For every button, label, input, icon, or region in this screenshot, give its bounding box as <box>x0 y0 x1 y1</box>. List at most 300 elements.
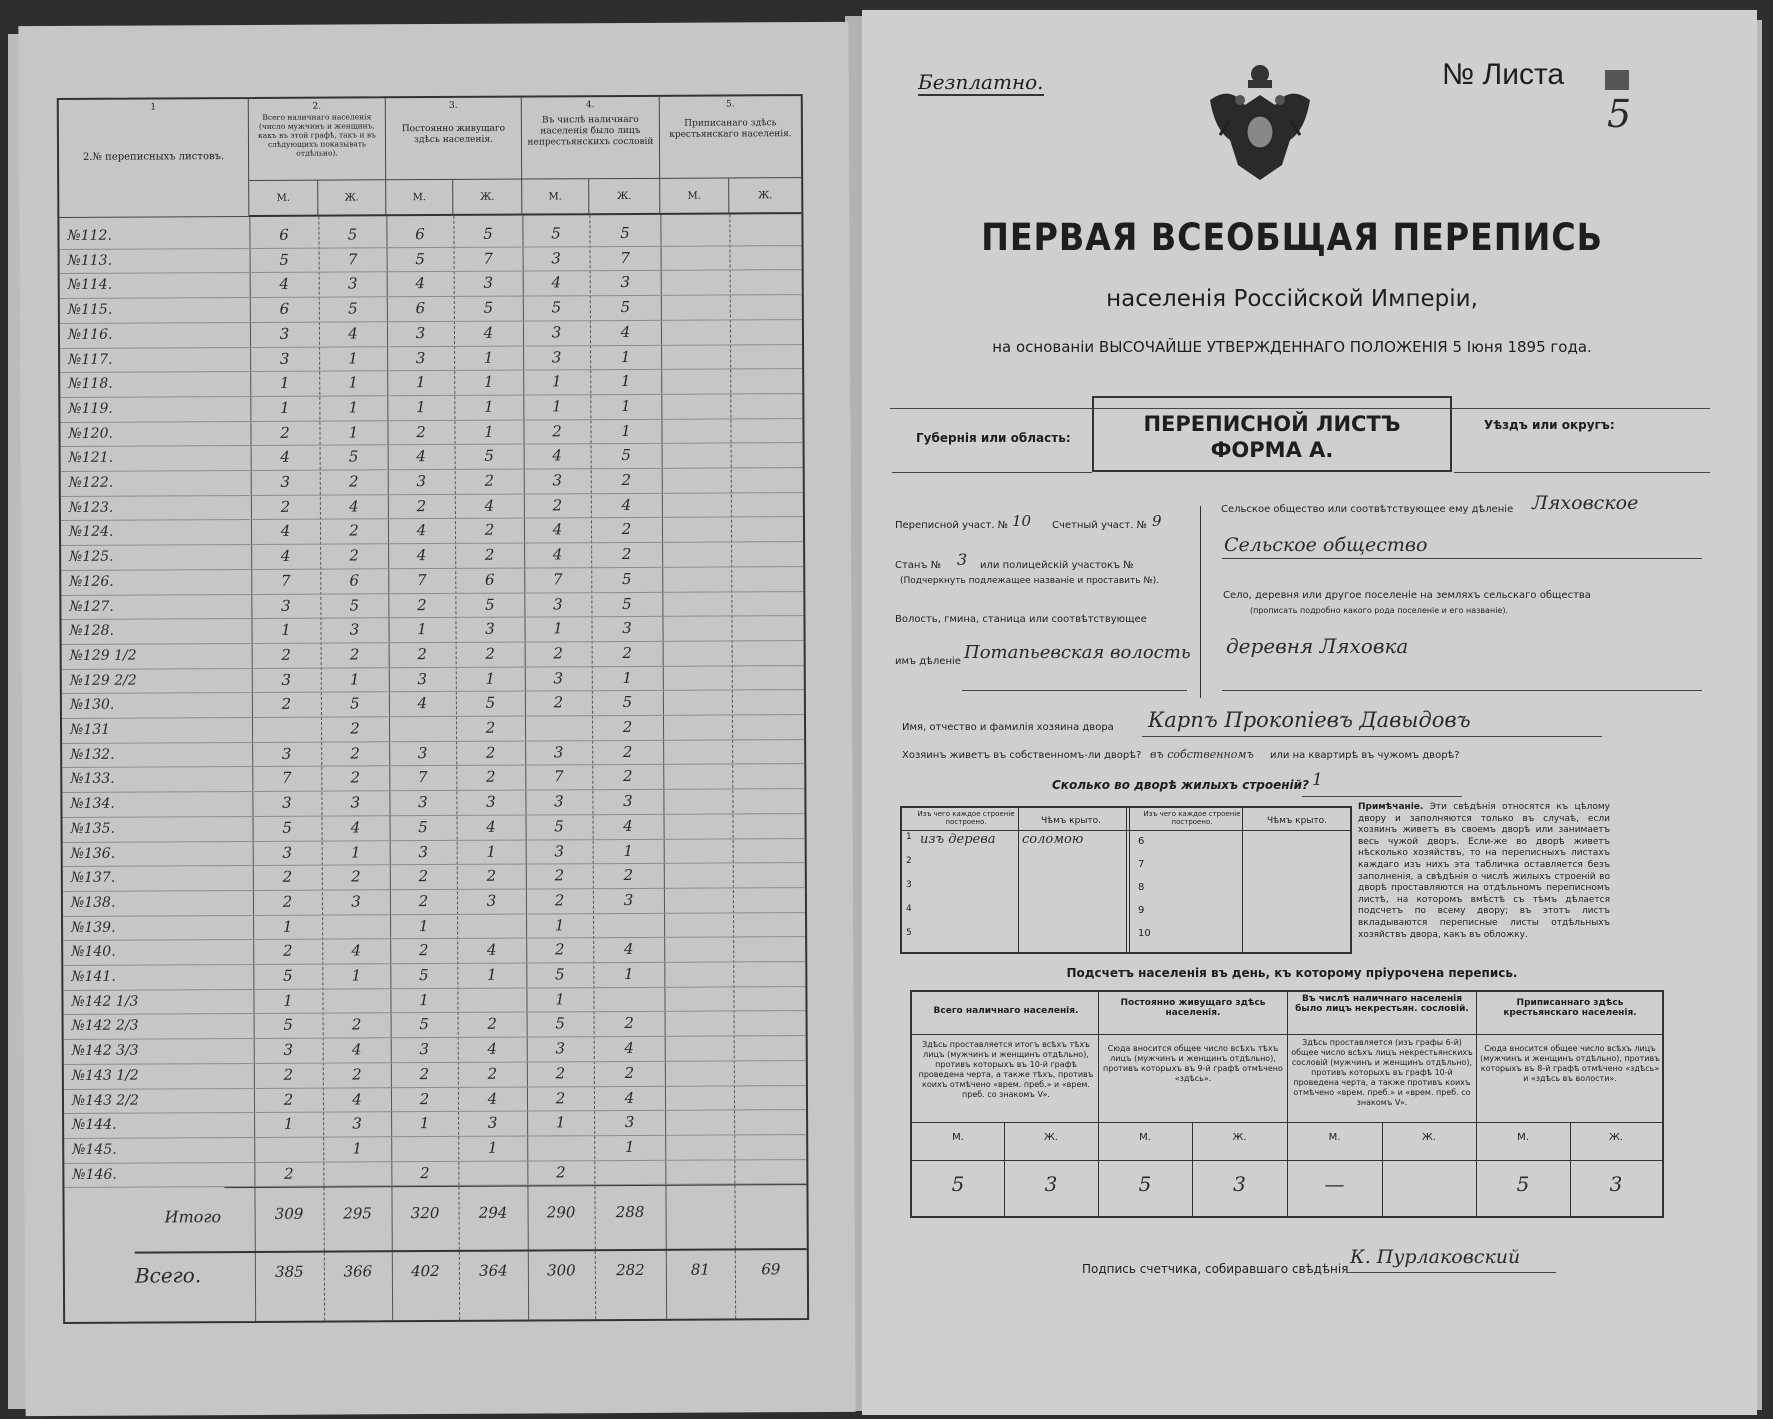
row-cell: 4 <box>551 273 562 292</box>
stan-label: Станъ № <box>895 560 942 571</box>
lives-value: въ собственномъ <box>1150 748 1254 761</box>
row-cell: 4 <box>620 322 631 341</box>
bt-header-roof: Чѣмъ крыто. <box>1266 816 1328 826</box>
ledger-row <box>62 665 804 694</box>
row-sheet-number: №143 1/2 <box>71 1067 139 1084</box>
row-cell: 2 <box>621 470 632 490</box>
row-cell: 7 <box>620 248 630 267</box>
row-sheet-number: №114. <box>67 277 113 294</box>
village-value: деревня Ляховка <box>1226 634 1409 658</box>
lives-label: Хозяинъ живетъ въ собственномъ-ли дворѣ? <box>902 750 1142 761</box>
row-cell: 7 <box>552 570 563 589</box>
bt-header-material: Изъ чего каждое строеніе построено. <box>1143 810 1241 826</box>
row-cell: 1 <box>622 668 633 687</box>
row-cell: 5 <box>347 225 358 244</box>
row-cell: 2 <box>350 744 360 763</box>
row-sheet-number: №133. <box>70 771 115 788</box>
bt-row-number: 5 <box>906 928 912 938</box>
row-cell: 1 <box>280 398 290 417</box>
row-cell: 1 <box>417 620 427 639</box>
row-cell: 4 <box>624 1088 635 1107</box>
buildings-table <box>900 806 1352 954</box>
row-cell: 7 <box>280 571 291 590</box>
row-cell: 4 <box>415 274 426 293</box>
vsego-row <box>65 1256 807 1292</box>
vsego-label: Всего. <box>134 1263 202 1288</box>
row-cell: 2 <box>622 643 632 662</box>
signature-label: Подпись счетчика, собиравшаго свѣдѣнія <box>1082 1262 1349 1276</box>
row-cell: 5 <box>419 1015 429 1034</box>
row-cell: 4 <box>552 520 563 539</box>
gubernia-label: Губернія или область: <box>916 431 1071 445</box>
row-cell: 2 <box>350 768 361 787</box>
subheader-zh: Ж. <box>729 178 801 214</box>
row-cell: 2 <box>484 545 495 564</box>
row-cell: 1 <box>487 1138 498 1157</box>
row-cell: 1 <box>350 842 361 861</box>
sum-header-4: Приписаннаго здѣсь крестьянскаго населенія. <box>1503 998 1637 1018</box>
vsego-cell: 300 <box>547 1261 576 1280</box>
row-cell: 4 <box>350 818 361 837</box>
subheader-zh: Ж. <box>589 179 660 215</box>
sum-value: 5 <box>1138 1172 1152 1196</box>
row-cell: 1 <box>348 373 359 392</box>
row-cell: 1 <box>351 966 362 985</box>
ledger-row <box>61 442 803 471</box>
row-cell: 5 <box>622 594 632 613</box>
row-cell: 3 <box>622 619 632 638</box>
sum-header-3: Въ числѣ наличнаго населенія было лицъ некрестьян. сословій. <box>1295 994 1469 1014</box>
volost-label: Волость, гмина, станица или соотвѣтствующее <box>895 614 1147 625</box>
volost-label-2: имъ дѣленіе <box>895 656 961 667</box>
row-cell: 2 <box>621 545 632 564</box>
sum-sub-m: М. <box>1139 1132 1151 1143</box>
bt-rule <box>1018 808 1019 952</box>
row-sheet-number: №119. <box>68 400 113 417</box>
row-sheet-number: №130. <box>69 696 115 714</box>
row-cell: 4 <box>280 546 291 565</box>
row-cell: 2 <box>417 595 427 614</box>
sum-desc-2: Сюда вносится общее число всѣхъ тѣхъ лицъ (мужчинъ и женщинъ отдѣльно), противъ которыхъ въ 9-й графѣ отмѣчено «здѣсь». <box>1103 1044 1283 1083</box>
row-cell: 3 <box>417 743 428 762</box>
sum-sub-zh: Ж. <box>1232 1132 1247 1143</box>
header-col1 <box>59 99 250 218</box>
uezd-line <box>1454 472 1710 473</box>
sum-value: 5 <box>1516 1172 1530 1196</box>
row-cell: 1 <box>624 964 634 984</box>
row-sheet-number: №132. <box>70 746 115 763</box>
row-sheet-number: №115. <box>67 301 113 319</box>
bt-row-number: 2 <box>906 856 912 866</box>
bt-row-number: 8 <box>1138 882 1145 893</box>
col4-number: 4. <box>585 100 595 111</box>
row-cell: 2 <box>622 742 633 761</box>
row-cell: 2 <box>485 768 496 787</box>
sheet-number-label: № Листа <box>1442 58 1565 91</box>
row-cell: 2 <box>418 941 429 960</box>
row-cell: 2 <box>484 471 495 490</box>
row-cell: 2 <box>555 1064 566 1083</box>
bt-row-roof: соломою <box>1022 832 1084 847</box>
row-cell: 7 <box>417 768 428 787</box>
row-cell: 2 <box>416 496 427 515</box>
summary-table <box>910 990 1664 1218</box>
row-cell: 2 <box>419 1089 430 1108</box>
ledger-row <box>61 615 803 644</box>
row-sheet-number: №129 2/2 <box>69 672 137 689</box>
field-divider <box>1200 506 1201 698</box>
row-cell: 3 <box>555 1039 566 1058</box>
uezd-label: Уѣздъ или округъ: <box>1484 418 1615 432</box>
row-cell: 3 <box>551 249 561 268</box>
row-cell: 6 <box>349 571 360 590</box>
row-cell: 1 <box>551 372 562 391</box>
row-cell: 5 <box>554 817 564 836</box>
row-sheet-number: №120. <box>68 425 113 442</box>
ledger-row <box>61 516 803 545</box>
row-cell: 3 <box>351 892 361 911</box>
row-cell: 3 <box>554 792 564 811</box>
sum-value: 3 <box>1233 1172 1246 1196</box>
itogo-label: Итого <box>164 1207 222 1227</box>
row-cell: 4 <box>348 324 358 343</box>
row-cell: 3 <box>620 273 631 292</box>
row-sheet-number: №145. <box>72 1141 117 1158</box>
row-cell: 2 <box>417 644 427 663</box>
row-cell: 1 <box>483 372 494 391</box>
form-letter: ФОРМА А. <box>1210 438 1334 462</box>
signature-line <box>1346 1272 1556 1273</box>
row-cell: 3 <box>417 669 428 688</box>
row-cell: 2 <box>350 867 361 886</box>
row-cell: 6 <box>415 225 425 244</box>
row-sheet-number: №140. <box>71 943 116 961</box>
stamp-mark <box>1605 70 1629 90</box>
lives-label-2: или на квартирѣ въ чужомъ дворѣ? <box>1270 750 1460 761</box>
village-label: Село, деревня или другое поселеніе на земляхъ сельскаго общества <box>1223 590 1591 601</box>
sum-header-2: Постоянно живущаго здѣсь населенія. <box>1120 998 1266 1018</box>
row-cell: 1 <box>348 423 359 442</box>
row-cell: 2 <box>485 743 496 762</box>
row-cell: 5 <box>555 965 565 984</box>
row-cell: 2 <box>554 866 565 885</box>
row-cell: 5 <box>621 569 632 588</box>
row-cell: 4 <box>621 495 632 514</box>
sum-sub-m: М. <box>1328 1132 1341 1143</box>
row-cell: 7 <box>483 249 493 268</box>
row-cell: 4 <box>623 816 633 835</box>
row-cell: 6 <box>279 225 289 244</box>
buildings-value: 1 <box>1312 770 1323 790</box>
col3-number: 3. <box>448 100 458 111</box>
row-cell: 3 <box>281 670 292 689</box>
row-cell: 1 <box>419 1114 430 1133</box>
sum-sub-m: М. <box>1517 1132 1529 1143</box>
row-cell: 1 <box>621 396 631 415</box>
vsego-cell: 366 <box>343 1262 373 1281</box>
sum-rule <box>912 1034 1662 1035</box>
row-cell: 3 <box>487 1113 498 1132</box>
row-sheet-number: №127. <box>69 598 114 615</box>
row-cell: 1 <box>620 372 631 391</box>
vsego-cell: 402 <box>411 1261 440 1281</box>
vsego-cell: 364 <box>479 1261 508 1280</box>
row-cell: 1 <box>554 915 565 934</box>
row-cell: 4 <box>623 940 634 959</box>
sum-rule <box>912 1122 1662 1123</box>
row-cell: 4 <box>416 546 427 565</box>
row-cell: 1 <box>485 669 496 688</box>
subheader-m: М. <box>249 181 318 217</box>
sum-desc-3: Здѣсь проставляется (изъ графы 6-й) общее число всѣхъ лицъ некрестьянскихъ сословій (мужчинъ и женщинъ отдѣльно), противъ которыхъ въ графѣ 10-й проведена черта, а также противъ коихъ отмѣчено «врем. преб.» и «врем. преб. со знакомъ V». <box>1291 1038 1473 1107</box>
subheader-m: М. <box>386 180 453 216</box>
header-col5 <box>660 96 801 179</box>
row-cell: 5 <box>283 1016 293 1035</box>
subheader-m: М. <box>522 179 589 215</box>
row-cell: 2 <box>485 718 496 737</box>
row-cell: 2 <box>484 521 495 540</box>
free-label: Безплатно. <box>918 70 1044 94</box>
row-cell: 2 <box>348 472 359 491</box>
row-cell: 3 <box>486 792 496 811</box>
row-cell: 1 <box>552 397 562 416</box>
col3-title: Постоянно живущаго здѣсь населенія. <box>401 123 506 146</box>
row-cell: 5 <box>418 817 428 836</box>
subheader-zh: Ж. <box>453 180 522 216</box>
row-cell: 2 <box>282 867 293 886</box>
row-cell: 1 <box>483 348 494 367</box>
row-cell: 4 <box>624 1039 635 1058</box>
row-cell: 2 <box>349 521 359 540</box>
village-note: (прописать подробно какого рода поселеніе и его названіе). <box>1250 606 1508 615</box>
row-cell: 2 <box>552 496 563 515</box>
row-sheet-number: №138. <box>70 894 116 911</box>
itogo-cell: 294 <box>478 1203 508 1222</box>
row-cell: 2 <box>281 645 291 664</box>
row-cell: 4 <box>483 323 494 342</box>
bt-row-number: 3 <box>906 880 912 890</box>
row-cell: 3 <box>283 1040 294 1059</box>
row-cell: 2 <box>280 423 290 442</box>
buildings-line <box>1302 796 1462 797</box>
row-cell: 6 <box>279 299 290 318</box>
row-cell: 2 <box>282 942 293 961</box>
count-district-value: 9 <box>1152 512 1162 530</box>
row-cell: 2 <box>487 1064 498 1083</box>
bt-header-material: Изъ чего каждое строеніе построено. <box>917 810 1015 826</box>
vsego-cell: 81 <box>690 1260 710 1279</box>
row-sheet-number: №126. <box>69 573 114 590</box>
row-cell: 1 <box>416 397 426 416</box>
signature-value: К. Пурлаковский <box>1350 1246 1521 1268</box>
row-cell: 4 <box>280 522 291 541</box>
row-cell: 3 <box>552 471 563 490</box>
row-cell: 1 <box>624 1137 635 1156</box>
form-title-box <box>1092 396 1452 472</box>
row-cell: 5 <box>485 693 496 713</box>
row-cell: 4 <box>552 545 563 564</box>
row-cell: 1 <box>282 917 293 936</box>
row-cell: 7 <box>281 769 292 788</box>
row-cell: 1 <box>281 620 291 640</box>
row-cell: 1 <box>418 916 429 935</box>
row-cell: 5 <box>622 693 633 712</box>
row-cell: 2 <box>281 695 292 714</box>
ledger-row <box>60 393 802 422</box>
ledger-row <box>60 368 802 397</box>
row-sheet-number: №146. <box>72 1166 117 1183</box>
row-cell: 4 <box>279 275 290 294</box>
form-title: ПЕРЕПИСНОЙ ЛИСТЪ <box>1143 412 1401 436</box>
row-cell: 3 <box>352 1114 362 1133</box>
bt-row-number: 9 <box>1138 905 1145 916</box>
col1-title: 2.№ переписныхъ листовъ. <box>82 151 225 163</box>
note-block <box>1358 802 1610 941</box>
row-cell: 5 <box>282 818 292 837</box>
title-decree: на основаніи ВЫСОЧАЙШЕ УТВЕРЖДЕННАГО ПОЛОЖЕНІЯ 5 Іюня 1895 года. <box>992 338 1592 356</box>
row-cell: 2 <box>554 940 565 959</box>
row-cell: 3 <box>416 472 427 491</box>
ledger-row <box>60 319 802 348</box>
row-cell: 5 <box>279 250 289 269</box>
row-cell: 1 <box>621 421 631 440</box>
buildings-label: Сколько во дворѣ жилыхъ строеній? <box>1052 778 1310 792</box>
row-cell: 3 <box>279 349 290 368</box>
vsego-cell: 385 <box>275 1262 304 1281</box>
row-cell: 2 <box>623 866 634 885</box>
note-text: Эти свѣдѣнія относятся къ цѣлому двору и заполняются только въ случаѣ, если хозяинъ живетъ въ своемъ дворѣ или занимаетъ весь чужой дворъ. Если-же во дворѣ живетъ нѣсколько хозяйствъ, то на переписныхъ листахъ каждаго изъ нихъ эта табличка оставляется безъ заполненія, а свѣдѣнія о числѣ жилыхъ строеній во дворѣ проставляются на отдѣльномъ переписномъ листѣ, на которомъ вмѣстѣ съ тѣмъ дѣлается подсчетъ по всему двору; въ этотъ листъ вкладываются переписные листы отдѣльныхъ хозяйствъ двора, какъ въ обложку. <box>1358 802 1610 940</box>
ledger-row <box>60 418 802 447</box>
bt-rule <box>1242 808 1243 952</box>
society-label: Сельское общество или соотвѣтствующее ему дѣленіе <box>1221 504 1514 515</box>
sum-sub-zh: Ж. <box>1422 1132 1436 1143</box>
ledger-row <box>60 294 802 323</box>
row-cell: 3 <box>483 274 494 293</box>
sheet-number-value: 5 <box>1607 92 1632 136</box>
row-sheet-number: №131 <box>70 721 111 738</box>
sum-header-1: Всего наличнаго населенія. <box>933 1006 1079 1016</box>
sum-desc-1: Здѣсь проставляется итогъ всѣхъ тѣхъ лицъ (мужчинъ и женщинъ отдѣльно), противъ которыхъ въ 10-й графѣ проведена черта, а также тѣхъ, противъ коихъ отмѣчено «врем. преб.» и «врем. преб. со знакомъ V». <box>918 1040 1094 1099</box>
owner-label: Имя, отчество и фамилія хозяина двора <box>902 722 1114 733</box>
row-cell: 1 <box>484 397 494 416</box>
col2-number: 2. <box>312 101 322 112</box>
row-cell: 2 <box>282 892 293 911</box>
row-cell: 1 <box>620 347 631 366</box>
row-sheet-number: №128. <box>69 622 114 640</box>
row-cell: 4 <box>486 940 497 960</box>
row-cell: 3 <box>418 842 429 861</box>
row-cell: 6 <box>415 299 426 318</box>
row-cell: 5 <box>484 446 494 466</box>
row-cell: 1 <box>486 842 497 861</box>
row-cell: 2 <box>283 1065 294 1084</box>
row-cell: 3 <box>415 348 426 367</box>
row-cell: 3 <box>349 620 360 639</box>
right-page <box>862 10 1757 1415</box>
sum-rule <box>912 1160 1662 1161</box>
row-sheet-number: №118. <box>68 375 113 393</box>
row-cell: 3 <box>553 743 564 762</box>
row-cell: 2 <box>622 717 633 737</box>
row-sheet-number: №112. <box>67 227 112 244</box>
bt-header-roof: Чѣмъ крыто. <box>1040 816 1102 826</box>
bt-row-number: 7 <box>1138 859 1145 870</box>
census-district-label: Переписной участ. № <box>895 520 1009 531</box>
row-cell: 5 <box>348 299 358 318</box>
row-cell: 3 <box>347 274 358 293</box>
row-cell: 3 <box>485 619 495 638</box>
row-cell: 3 <box>418 793 428 812</box>
owner-value: Карпъ Прокопіевъ Давыдовъ <box>1148 708 1471 732</box>
row-sheet-number: №134. <box>70 795 115 813</box>
row-cell: 3 <box>279 324 290 343</box>
row-cell: 4 <box>351 941 362 960</box>
row-sheet-number: №121. <box>68 449 114 467</box>
row-cell: 1 <box>348 398 359 417</box>
row-cell: 2 <box>554 891 565 910</box>
row-sheet-number: №142 2/3 <box>71 1017 139 1035</box>
row-cell: 1 <box>555 1113 566 1132</box>
row-cell: 5 <box>483 224 493 243</box>
row-cell: 4 <box>487 1039 498 1058</box>
itogo-row <box>65 1198 807 1234</box>
header-col2 <box>249 98 386 181</box>
row-cell: 3 <box>415 323 426 342</box>
row-cell: 7 <box>416 570 427 589</box>
row-cell: 2 <box>283 1090 294 1109</box>
row-cell: 4 <box>280 448 290 467</box>
sum-value: 3 <box>1044 1172 1058 1196</box>
row-sheet-number: №142 1/3 <box>71 993 139 1010</box>
vsego-rule <box>135 1248 807 1254</box>
row-cell: 2 <box>485 644 495 663</box>
row-cell: 4 <box>351 1040 362 1059</box>
row-cell: 4 <box>416 521 427 540</box>
note-title: Примѣчаніе. <box>1358 802 1424 812</box>
row-cell: 2 <box>418 891 429 910</box>
row-cell: 3 <box>350 793 361 812</box>
underline-note: (Подчеркнуть подлежащее названіе и проставить №). <box>900 576 1160 586</box>
row-cell: 2 <box>487 1015 497 1034</box>
row-cell: 4 <box>352 1089 362 1108</box>
row-cell: 1 <box>279 373 290 393</box>
row-cell: 3 <box>553 668 564 687</box>
row-cell: 1 <box>553 619 563 638</box>
bt-row-material: изъ дерева <box>920 832 996 847</box>
ledger-table <box>57 94 809 1324</box>
double-headed-eagle-icon <box>1200 60 1320 190</box>
itogo-cell: 309 <box>274 1204 304 1223</box>
row-cell: 5 <box>555 1014 565 1033</box>
row-cell: 2 <box>556 1162 566 1181</box>
bt-rule <box>1126 808 1130 952</box>
row-cell: 2 <box>555 1088 566 1107</box>
row-cell: 3 <box>280 472 291 491</box>
header-col3 <box>386 98 522 181</box>
row-cell: 5 <box>419 966 429 985</box>
row-cell: 2 <box>486 866 497 885</box>
row-sheet-number: №144. <box>72 1116 117 1134</box>
row-cell: 1 <box>623 841 634 860</box>
sum-value: — <box>1324 1172 1345 1196</box>
row-cell: 3 <box>623 792 633 811</box>
header-col4 <box>522 97 660 180</box>
row-cell: 3 <box>282 793 292 812</box>
sum-desc-4: Сюда вносится общее число всѣхъ лицъ (мужчинъ и женщинъ отдѣльно), противъ которыхъ въ 8-й графѣ отмѣчено «здѣсь» и «здѣсь въ волости». <box>1480 1044 1660 1083</box>
ledger-row <box>64 1159 806 1188</box>
row-cell: 1 <box>484 422 494 441</box>
count-district-label: Счетный участ. № <box>1052 520 1148 531</box>
